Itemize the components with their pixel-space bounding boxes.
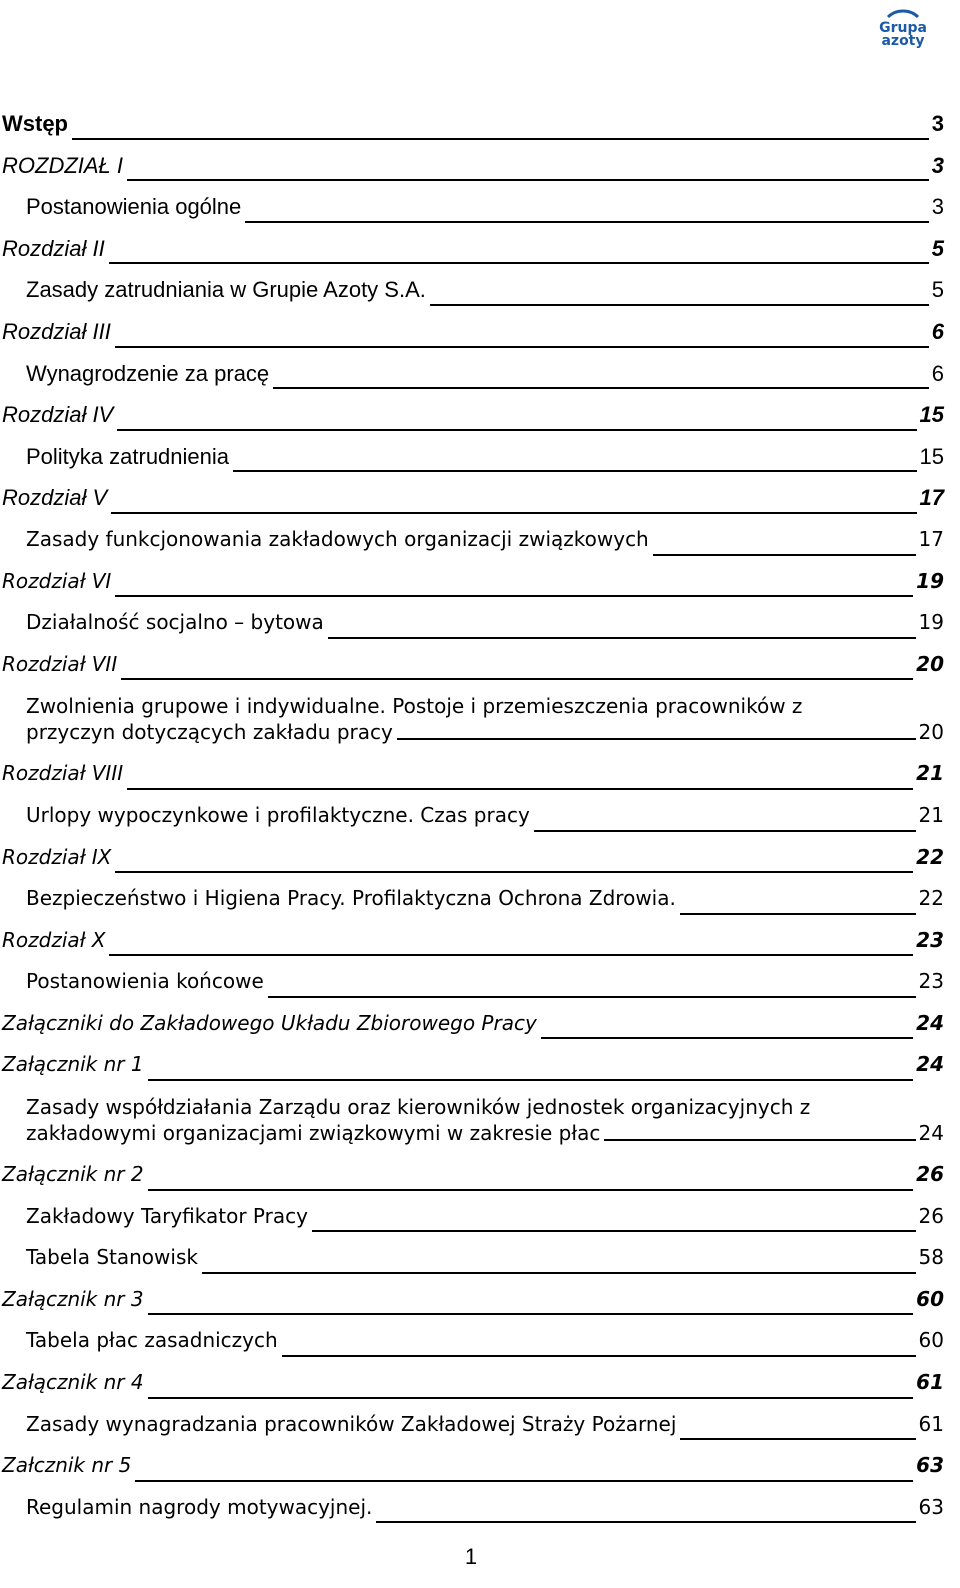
toc-leader	[245, 221, 928, 223]
toc-title: Polityka zatrudnienia	[26, 443, 230, 469]
toc-page: 60	[916, 1286, 944, 1311]
toc-entry-rozdzial-8[interactable]	[2, 753, 944, 795]
toc-entry-rozdzial-10[interactable]	[2, 920, 944, 962]
toc-title: Urlopy wypoczynkowe i profilaktyczne. Czas pracy	[26, 802, 530, 827]
toc-title: Załącznik nr 3	[2, 1286, 144, 1311]
toc-entry-rozdzial-6[interactable]	[2, 561, 944, 603]
toc-title: Rozdział II	[2, 235, 105, 261]
toc-page: 63	[916, 1453, 944, 1478]
toc-entry-rozdzial-7[interactable]	[2, 644, 944, 686]
toc-leader	[268, 996, 916, 998]
toc-title-line2: zakładowymi organizacjami związkowymi w zakresie płac	[26, 1121, 601, 1146]
toc-title: Zasady funkcjonowania zakładowych organizacji związkowych	[26, 526, 649, 551]
toc-page: 19	[916, 568, 944, 593]
toc-title: Załącznik nr 4	[2, 1370, 144, 1395]
toc-page: 5	[931, 277, 944, 303]
toc-page: 24	[918, 1121, 944, 1146]
toc-leader	[115, 346, 929, 348]
toc-leader	[121, 678, 913, 680]
toc-leader	[534, 830, 916, 832]
toc-entry-dzialalnosc-socjalna[interactable]	[2, 602, 944, 644]
toc-leader	[397, 738, 916, 740]
toc-entry-rozdzial-1[interactable]	[2, 145, 944, 187]
toc-multiline	[26, 693, 944, 745]
toc-page: 6	[931, 360, 944, 386]
toc-page: 21	[918, 802, 944, 827]
toc-page: 21	[916, 761, 944, 786]
toc-entry-rozdzial-2[interactable]	[2, 228, 944, 270]
toc-title: ROZDZIAŁ I	[2, 152, 124, 178]
toc-title: Rozdział VIII	[2, 761, 124, 786]
toc-title: Regulamin nagrody motywacyjnej.	[26, 1494, 373, 1519]
toc-title: Załącznik nr 2	[2, 1162, 144, 1187]
toc-page: 61	[918, 1411, 944, 1436]
toc-entry-zalacznik-1[interactable]	[2, 1044, 944, 1086]
toc-entry-wynagrodzenie[interactable]	[2, 353, 944, 395]
toc-entry-zalacznik-2[interactable]	[2, 1154, 944, 1196]
toc-title-line1: Zasady współdziałania Zarządu oraz kierowników jednostek organizacyjnych z	[26, 1095, 811, 1120]
toc-entry-tabela-stanowisk[interactable]	[2, 1237, 944, 1279]
toc-entry-taryfikator[interactable]	[2, 1196, 944, 1238]
toc-leader	[282, 1355, 916, 1357]
toc-leader	[604, 1139, 915, 1141]
toc-entry-urlopy[interactable]	[2, 795, 944, 837]
toc-entry-bhp[interactable]	[2, 878, 944, 920]
toc-page: 6	[931, 318, 944, 344]
toc-entry-zalacznik-5[interactable]	[2, 1445, 944, 1487]
toc-page: 3	[931, 111, 944, 136]
toc-page: 15	[919, 402, 944, 428]
toc-entry-wstep[interactable]	[2, 103, 944, 145]
toc-title: Wynagrodzenie za pracę	[26, 360, 270, 386]
toc-page: 20	[916, 651, 944, 676]
toc-leader	[148, 1397, 914, 1399]
toc-leader	[680, 913, 916, 915]
toc-title: Rozdział IX	[2, 844, 112, 869]
toc-leader	[680, 1438, 915, 1440]
toc-title: Rozdział V	[2, 485, 108, 511]
toc-leader	[328, 637, 916, 639]
toc-title: Tabela Stanowisk	[26, 1245, 198, 1270]
toc-entry-regulamin-nagrody[interactable]	[2, 1487, 944, 1529]
toc-leader	[111, 512, 916, 514]
toc-title: Załącznik nr 1	[2, 1052, 144, 1077]
toc-entry-postanowienia-ogolne[interactable]	[2, 186, 944, 228]
toc-leader	[109, 954, 913, 956]
toc-leader	[233, 470, 917, 472]
toc-entry-rozdzial-5[interactable]	[2, 477, 944, 519]
toc-page: 63	[918, 1494, 944, 1519]
toc-entry-tabela-plac[interactable]	[2, 1320, 944, 1362]
toc-title: Zasady zatrudniania w Grupie Azoty S.A.	[26, 277, 426, 303]
grupa-azoty-logo	[870, 8, 936, 48]
toc-leader	[127, 179, 929, 181]
toc-page: 60	[918, 1328, 944, 1353]
toc-leader	[653, 554, 916, 556]
toc-page: 17	[919, 485, 944, 511]
page-number: 1	[464, 1544, 478, 1569]
toc-entry-zalacznik-4[interactable]	[2, 1362, 944, 1404]
toc-title: Rozdział X	[2, 927, 106, 952]
toc-leader	[430, 304, 929, 306]
grupa-azoty-logo-icon	[870, 8, 936, 48]
toc-title: Załączniki do Zakładowego Układu Zbiorowego Pracy	[2, 1010, 537, 1035]
toc-entry-zasady-wspoldzialania[interactable]	[2, 1086, 944, 1154]
toc-leader	[117, 429, 916, 431]
toc-leader	[148, 1079, 914, 1081]
toc-entry-straz-pozarna[interactable]	[2, 1404, 944, 1446]
toc-leader	[312, 1230, 916, 1232]
table-of-contents	[2, 103, 944, 1528]
toc-entry-postanowienia-koncowe[interactable]	[2, 961, 944, 1003]
toc-entry-rozdzial-9[interactable]	[2, 837, 944, 879]
toc-entry-zwolnienia[interactable]	[2, 685, 944, 753]
toc-title: Rozdział III	[2, 318, 111, 344]
toc-leader	[376, 1521, 915, 1523]
toc-line2	[26, 719, 944, 745]
logo-line1: Grupa	[879, 20, 927, 36]
toc-title: Rozdział VII	[2, 651, 118, 676]
toc-page: 24	[916, 1010, 944, 1035]
toc-title: Postanowienia ogólne	[26, 194, 242, 220]
toc-title-line1: Zwolnienia grupowe i indywidualne. Postoje i przemieszczenia pracowników z	[26, 694, 803, 719]
toc-title: Działalność socjalno – bytowa	[26, 610, 324, 635]
toc-page: 61	[916, 1370, 944, 1395]
toc-leader	[115, 595, 913, 597]
toc-page: 24	[916, 1052, 944, 1077]
toc-entry-polityka-zatrudnienia[interactable]	[2, 436, 944, 478]
toc-leader	[541, 1037, 913, 1039]
toc-page: 22	[918, 886, 944, 911]
toc-leader	[202, 1272, 916, 1274]
toc-page: 19	[918, 610, 944, 635]
toc-page: 26	[918, 1203, 944, 1228]
toc-page: 3	[931, 152, 944, 178]
toc-title: Tabela płac zasadniczych	[26, 1328, 278, 1353]
toc-title-line2: przyczyn dotyczących zakładu pracy	[26, 720, 393, 745]
toc-leader	[127, 788, 913, 790]
toc-leader	[148, 1313, 914, 1315]
toc-entry-zasady-zatrudniania[interactable]	[2, 269, 944, 311]
toc-title: Rozdział VI	[2, 568, 112, 593]
toc-title: Załcznik nr 5	[2, 1453, 132, 1478]
toc-leader	[135, 1480, 913, 1482]
toc-line2	[26, 1120, 944, 1146]
toc-page: 23	[918, 969, 944, 994]
toc-title: Wstęp	[2, 111, 68, 136]
toc-page: 17	[918, 526, 944, 551]
toc-title: Postanowienia końcowe	[26, 969, 264, 994]
toc-page: 23	[916, 927, 944, 952]
toc-page: 15	[919, 443, 944, 469]
toc-page: 22	[916, 844, 944, 869]
toc-page: 26	[916, 1162, 944, 1187]
toc-title: Bezpieczeństwo i Higiena Pracy. Profilaktyczna Ochrona Zdrowia.	[26, 886, 676, 911]
toc-title: Zakładowy Taryfikator Pracy	[26, 1203, 308, 1228]
toc-entry-rozdzial-3[interactable]	[2, 311, 944, 353]
toc-title: Rozdział IV	[2, 402, 114, 428]
toc-entry-zalaczniki[interactable]	[2, 1003, 944, 1045]
toc-entry-rozdzial-4[interactable]	[2, 394, 944, 436]
toc-leader	[109, 262, 929, 264]
toc-entry-zasady-funkcjonowania[interactable]	[2, 519, 944, 561]
toc-page: 58	[918, 1245, 944, 1270]
toc-page: 3	[931, 194, 944, 220]
toc-leader	[115, 871, 913, 873]
toc-page: 20	[918, 720, 944, 745]
toc-entry-zalacznik-3[interactable]	[2, 1279, 944, 1321]
toc-multiline	[26, 1094, 944, 1146]
toc-leader	[148, 1189, 914, 1191]
toc-page: 5	[931, 235, 944, 261]
logo-line2: azoty	[881, 33, 925, 48]
toc-leader	[72, 138, 929, 140]
toc-title: Zasady wynagradzania pracowników Zakładowej Straży Pożarnej	[26, 1411, 677, 1436]
toc-leader	[273, 387, 929, 389]
